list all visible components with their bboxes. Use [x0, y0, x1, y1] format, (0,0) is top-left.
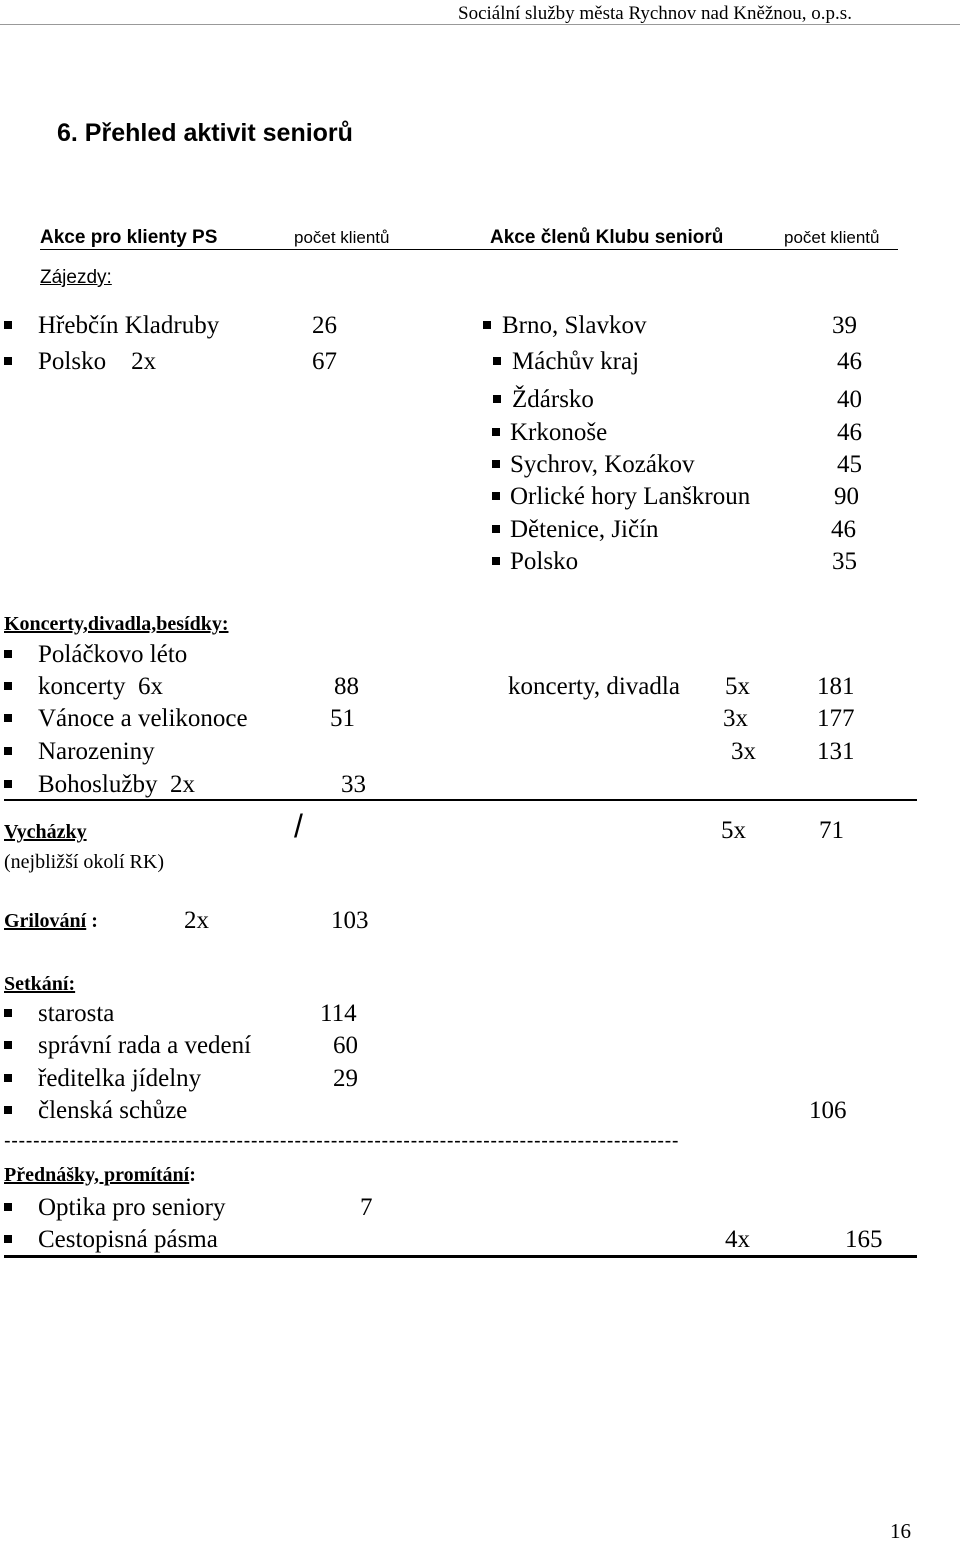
meetings-heading: Setkání:: [4, 973, 76, 995]
bullet-icon: [483, 321, 491, 329]
header-rule: [0, 24, 960, 25]
trip-left-value: 67: [312, 348, 337, 375]
lectures-heading-wrap: [4, 1165, 196, 1185]
walks-slash: /: [294, 808, 303, 844]
walks-value: 71: [819, 817, 844, 844]
trip-right-label: Ždársko: [512, 386, 594, 413]
meeting-item-label: členská schůze: [38, 1097, 188, 1124]
bullet-icon: [4, 650, 12, 658]
walks-heading: Vycházky: [4, 821, 87, 843]
club-concerts-value: 181: [817, 673, 855, 700]
lectures-colon: :: [189, 1164, 196, 1186]
bullet-icon: [493, 357, 501, 365]
trip-right-value: 39: [832, 312, 857, 339]
lecture-item-label: Cestopisná pásma: [38, 1226, 218, 1253]
concert-item-label: Bohoslužby 2x: [38, 771, 195, 798]
concert-item-label: Poláčkovo léto: [38, 641, 188, 668]
club-concerts-times: 3x: [731, 738, 756, 765]
bullet-icon: [4, 714, 12, 722]
trip-right-label: Brno, Slavkov: [502, 312, 647, 339]
bullet-icon: [492, 525, 500, 533]
bullet-icon: [493, 395, 501, 403]
concerts-heading: Koncerty,divadla,besídky:: [4, 613, 229, 635]
trip-left-value: 26: [312, 312, 337, 339]
trip-right-value: 90: [834, 483, 859, 510]
trip-left-label: Polsko 2x: [38, 348, 157, 375]
club-concerts-label: koncerty, divadla: [508, 673, 680, 700]
bullet-icon: [4, 1009, 12, 1017]
bullet-icon: [492, 557, 500, 565]
right-count-header: počet klientů: [784, 228, 880, 247]
bullet-icon: [492, 492, 500, 500]
concert-item-value: 33: [341, 771, 366, 798]
trip-right-value: 35: [832, 548, 857, 575]
trip-right-label: Dětenice, Jičín: [510, 516, 659, 543]
dashed-separator: ---------------------------------------------------------------------------------------------: [4, 1131, 680, 1151]
grill-times: 2x: [184, 907, 209, 934]
lecture-item-times: 4x: [725, 1226, 750, 1253]
meeting-item-value: 114: [320, 1000, 357, 1027]
club-concerts-value: 131: [817, 738, 855, 765]
meeting-item-label: ředitelka jídelny: [38, 1065, 202, 1092]
bullet-icon: [4, 1041, 12, 1049]
trip-right-label: Sychrov, Kozákov: [510, 451, 695, 478]
left-count-header: počet klientů: [294, 228, 390, 247]
trip-right-label: Máchův kraj: [512, 348, 640, 375]
lectures-heading: Přednášky, promítání: [4, 1164, 190, 1186]
concert-item-label: koncerty 6x: [38, 673, 163, 700]
bullet-icon: [4, 321, 12, 329]
grill-heading: Grilování: [4, 910, 87, 932]
bullet-icon: [4, 747, 12, 755]
club-concerts-times: 5x: [725, 673, 750, 700]
right-column-title: Akce členů Klubu seniorů: [490, 227, 724, 248]
section-bottom-rule: [4, 1255, 917, 1258]
trips-heading: Zájezdy:: [40, 267, 112, 288]
walks-times: 5x: [721, 817, 746, 844]
trip-right-label: Krkonoše: [510, 419, 608, 446]
lecture-item-value: 165: [845, 1226, 883, 1253]
running-header: Sociální služby města Rychnov nad Kněžnou, o.p.s.: [458, 3, 852, 24]
lecture-item-label: Optika pro seniory: [38, 1194, 226, 1221]
bullet-icon: [4, 357, 12, 365]
grill-heading-wrap: [4, 911, 98, 931]
trip-right-value: 46: [831, 516, 856, 543]
meeting-item-label: správní rada a vedení: [38, 1032, 252, 1059]
concert-item-label: Narozeniny: [38, 738, 155, 765]
trip-right-label: Orlické hory Lanškroun: [510, 483, 751, 510]
concert-item-label: Vánoce a velikonoce: [38, 705, 248, 732]
column-header-rule: [40, 249, 898, 250]
bullet-icon: [4, 1235, 12, 1243]
meeting-item-value: 60: [333, 1032, 358, 1059]
meeting-item-value: 29: [333, 1065, 358, 1092]
meeting-item-value: 106: [809, 1097, 847, 1124]
trip-right-value: 46: [837, 419, 862, 446]
section-divider: [4, 799, 917, 801]
walks-note: (nejbližší okolí RK): [4, 851, 164, 873]
bullet-icon: [4, 1203, 12, 1211]
bullet-icon: [4, 1106, 12, 1114]
trip-right-value: 40: [837, 386, 862, 413]
meeting-item-label: starosta: [38, 1000, 115, 1027]
bullet-icon: [492, 460, 500, 468]
trip-right-label: Polsko: [510, 548, 579, 575]
page-number: 16: [890, 1519, 911, 1543]
page-title: 6. Přehled aktivit seniorů: [57, 119, 353, 147]
bullet-icon: [4, 1074, 12, 1082]
trip-right-value: 46: [837, 348, 862, 375]
trip-left-label: Hřebčín Kladruby: [38, 312, 220, 339]
concert-item-value: 88: [334, 673, 359, 700]
club-concerts-times: 3x: [723, 705, 748, 732]
bullet-icon: [4, 780, 12, 788]
club-concerts-value: 177: [817, 705, 855, 732]
concert-item-value: 51: [330, 705, 355, 732]
bullet-icon: [4, 682, 12, 690]
left-column-title: Akce pro klienty PS: [40, 227, 218, 248]
lecture-item-value: 7: [360, 1194, 373, 1221]
trip-right-value: 45: [837, 451, 862, 478]
grill-value: 103: [331, 907, 369, 934]
bullet-icon: [492, 428, 500, 436]
grill-colon: :: [91, 910, 98, 932]
